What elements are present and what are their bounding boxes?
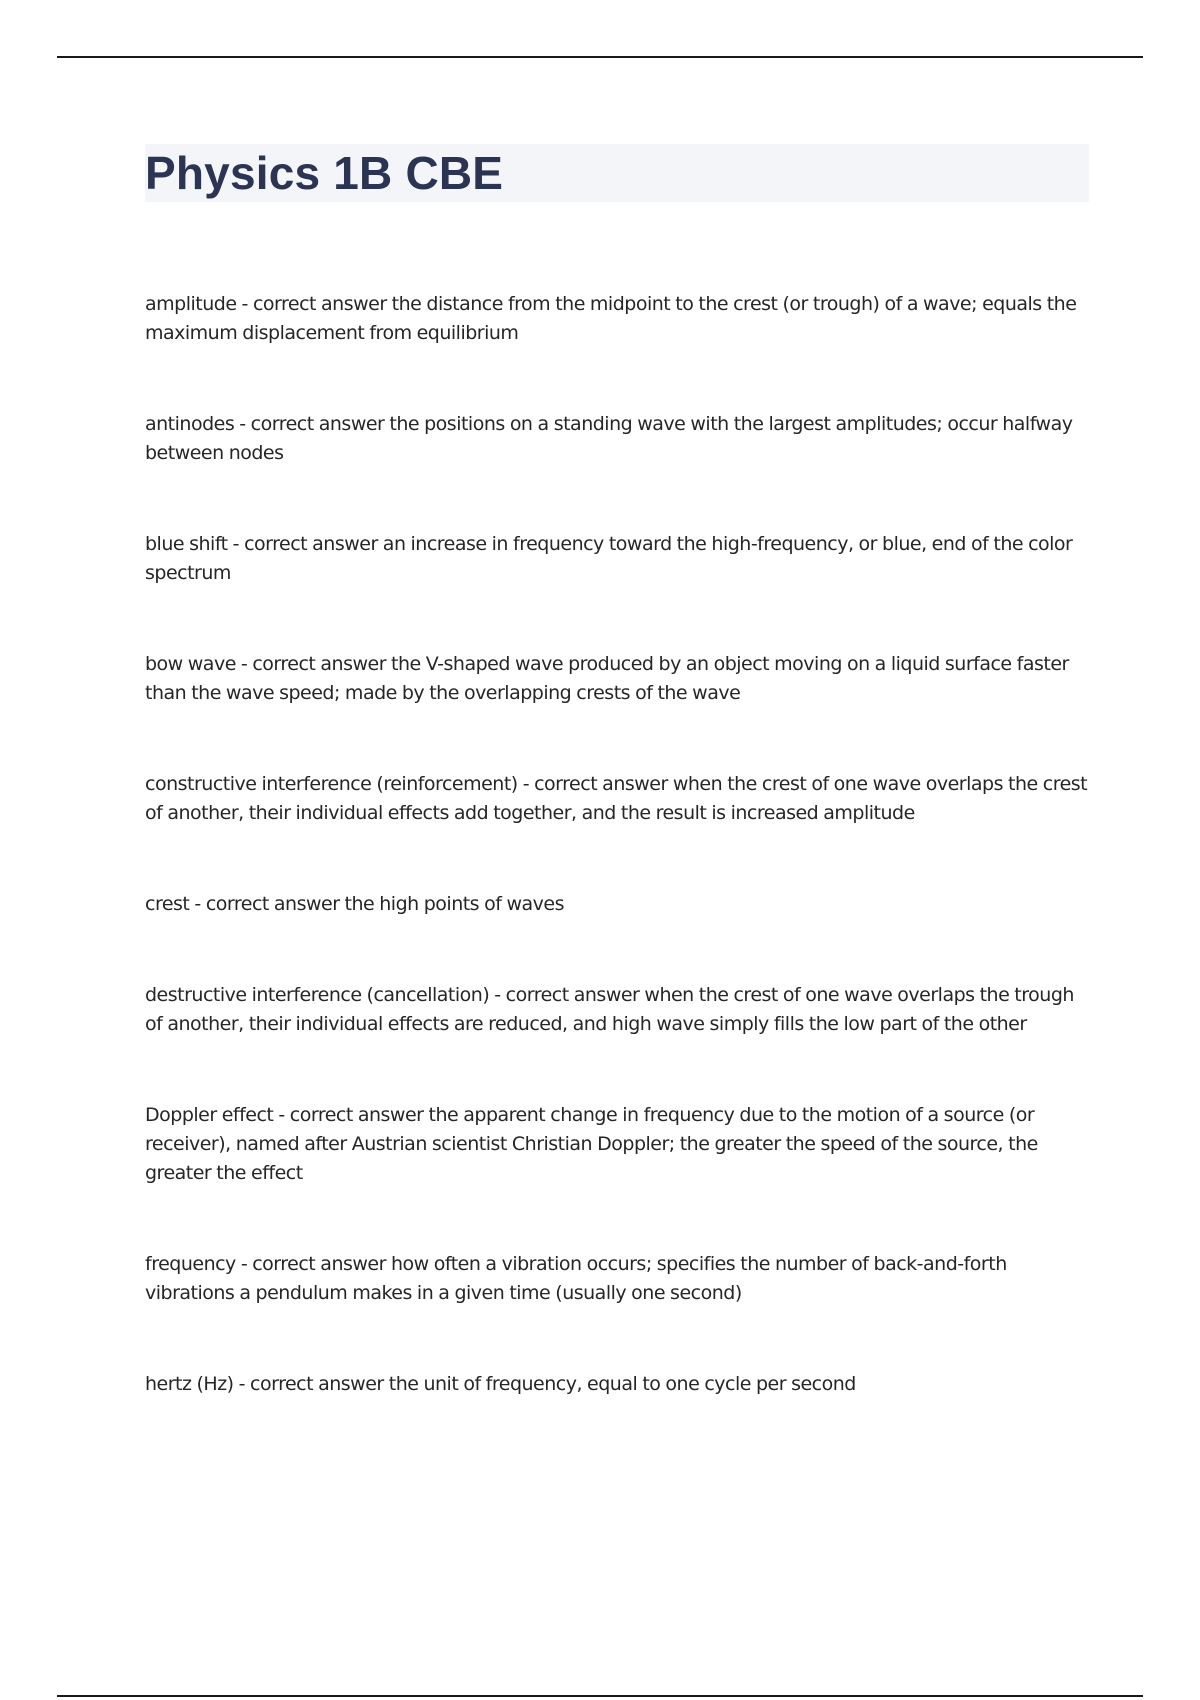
definition-entry: Doppler effect - correct answer the apparent change in frequency due to the motion of a source (or receiver), named after Austrian scientist Christian Doppler; the greater the speed of the source, the greater the effect [145, 1104, 1038, 1184]
bottom-rule [57, 1695, 1143, 1697]
definition-entry: constructive interference (reinforcement) - correct answer when the crest of one wave overlaps the crest of another, their individual effects add together, and the result is increased amplitude [145, 773, 1088, 824]
definition-entry: hertz (Hz) - correct answer the unit of frequency, equal to one cycle per second [145, 1373, 856, 1395]
definition-entry: amplitude - correct answer the distance from the midpoint to the crest (or trough) of a wave; equals the maximum displacement from equilibrium [145, 293, 1077, 344]
page-title: Physics 1B CBE [145, 147, 504, 199]
definition-entry: crest - correct answer the high points of waves [145, 893, 564, 915]
definition-entry: antinodes - correct answer the positions on a standing wave with the largest amplitudes; occur halfway between nodes [145, 413, 1073, 464]
top-rule [57, 56, 1143, 58]
definition-entry: frequency - correct answer how often a vibration occurs; specifies the number of back-and-forth vibrations a pendulum makes in a given time (usually one second) [145, 1253, 1007, 1304]
definition-entry: destructive interference (cancellation) - correct answer when the crest of one wave overlaps the trough of another, their individual effects are reduced, and high wave simply fills the low part of the other [145, 984, 1074, 1035]
definition-list [145, 290, 1095, 1461]
definition-entry: blue shift - correct answer an increase in frequency toward the high-frequency, or blue, end of the color spectrum [145, 533, 1073, 584]
definition-entry: bow wave - correct answer the V-shaped wave produced by an object moving on a liquid surface faster than the wave speed; made by the overlapping crests of the wave [145, 653, 1069, 704]
